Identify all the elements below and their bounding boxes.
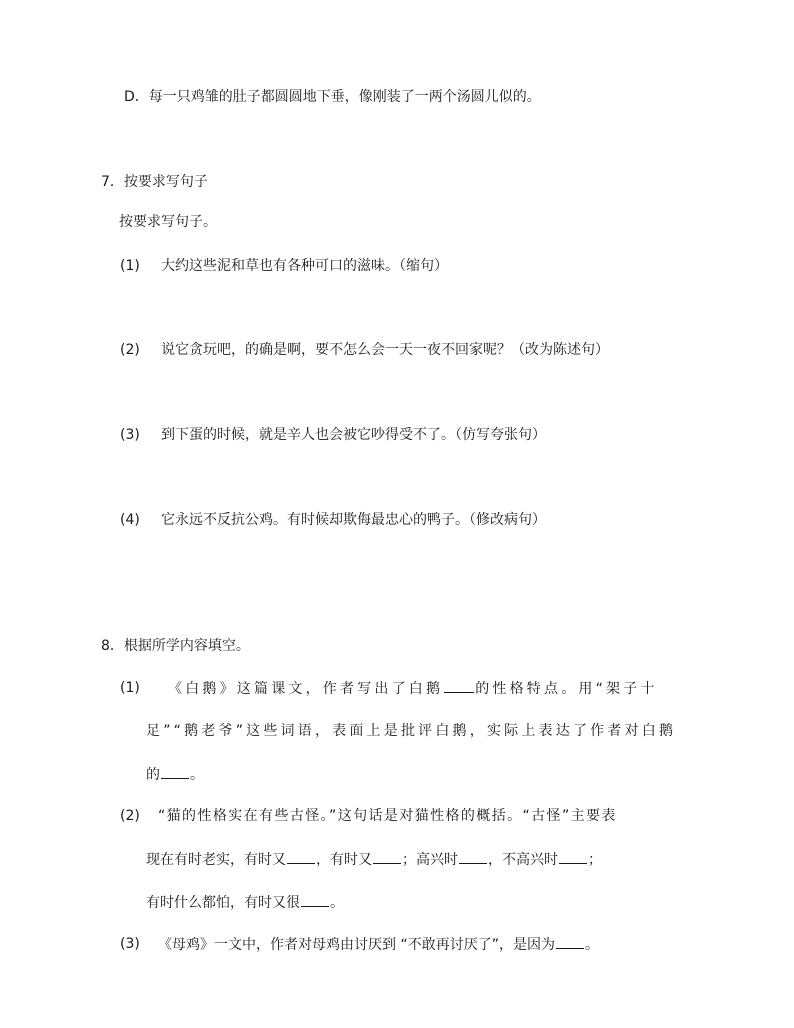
item-number: (1) <box>120 680 140 696</box>
answer-blank[interactable] <box>373 849 401 864</box>
item-text: 到下蛋的时候，就是辛人也会被它吵得受不了。（仿写夸张句） <box>161 427 546 443</box>
question-title: 根据所学内容填空。 <box>123 638 250 654</box>
item-text-line <box>158 934 599 955</box>
item-number: (2) <box>120 342 140 358</box>
answer-blank[interactable] <box>301 892 329 907</box>
text-segment: 。 <box>190 767 204 783</box>
item-text-line: 足”“鹅老爷”这些词语，表面上是批评白鹅，实际上表达了作者对白鹅 <box>146 723 677 739</box>
question-8-heading <box>101 636 250 656</box>
text-segment: 《母鸡》一文中，作者对母鸡由讨厌到 “不敢再讨厌了”，是因为 <box>158 937 555 953</box>
question-7-instruction: 按要求写句子。 <box>119 214 217 230</box>
item-number: (1) <box>120 258 140 274</box>
text-segment: ； <box>588 852 602 868</box>
answer-blank[interactable] <box>161 764 189 779</box>
text-segment: 。 <box>584 937 599 953</box>
answer-blank[interactable] <box>444 678 474 693</box>
item-text-line <box>146 849 602 870</box>
item-number: (2) <box>120 808 140 824</box>
text-segment: 现在有时老实，有时又 <box>146 852 286 868</box>
text-segment: ，不高兴时 <box>488 852 558 868</box>
answer-blank[interactable] <box>287 849 315 864</box>
item-number: (4) <box>120 512 140 528</box>
text-segment: ；高兴时 <box>402 852 458 868</box>
item-text: 它永远不反抗公鸡。有时候却欺侮最忠心的鸭子。（修改病句） <box>161 512 546 528</box>
answer-blank[interactable] <box>556 934 584 949</box>
question-title: 按要求写句子 <box>123 174 208 190</box>
answer-blank[interactable] <box>559 849 587 864</box>
text-segment: 。 <box>330 895 344 911</box>
question-number: 7． <box>101 174 124 190</box>
item-text-line <box>168 678 658 699</box>
item-number: (3) <box>120 936 140 952</box>
item-number: (3) <box>120 427 140 443</box>
question-number: 8． <box>101 638 124 654</box>
text-segment: 的性格特点。用“架子十 <box>475 681 658 697</box>
question-7-heading <box>101 172 208 192</box>
text-segment: 《白鹅》这篇课文，作者写出了白鹅 <box>168 681 444 697</box>
text-segment: 的 <box>146 767 160 783</box>
item-text: 说它贪玩吧，的确是啊，要不怎么会一天一夜不回家呢？（改为陈述句） <box>161 342 609 358</box>
text-segment: 有时什么都怕，有时又很 <box>146 895 300 911</box>
item-text-line <box>146 764 204 785</box>
option-d-text: D．每一只鸡雏的肚子都圆圆地下垂，像刚装了一两个汤圆儿似的。 <box>124 89 541 105</box>
answer-blank[interactable] <box>459 849 487 864</box>
item-text-line: “猫的性格实在有些古怪。”这句话是对猫性格的概括。“古怪”主要表 <box>158 808 617 824</box>
item-text: 大约这些泥和草也有各种可口的滋味。（缩句） <box>161 258 448 274</box>
text-segment: ，有时又 <box>316 852 372 868</box>
item-text-line <box>146 892 344 913</box>
